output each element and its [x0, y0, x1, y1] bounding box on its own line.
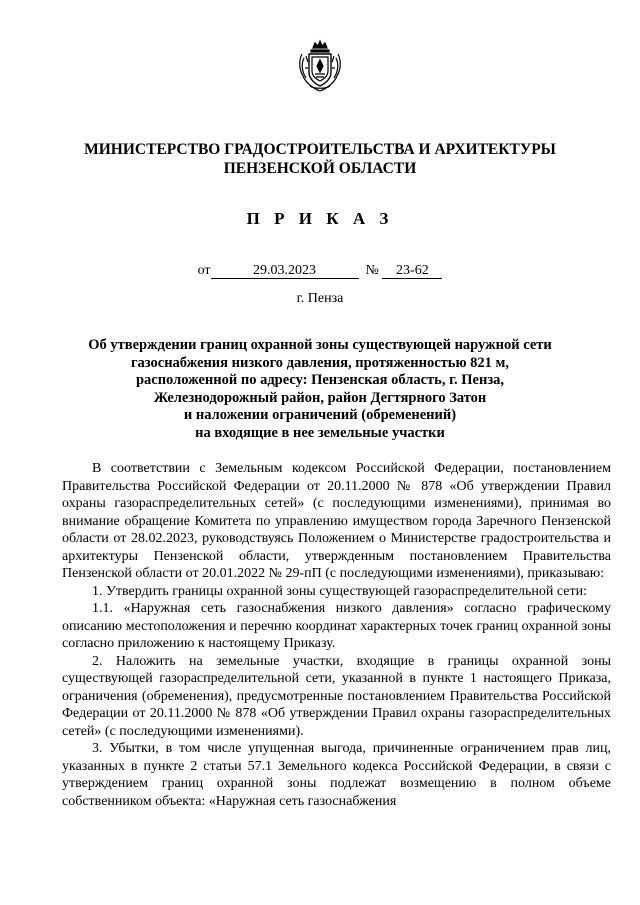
- title-line: и наложении ограничений (обременений): [183, 407, 457, 423]
- order-title: [0, 337, 640, 442]
- date-prefix: от: [197, 263, 211, 278]
- clause-1: 1. Утвердить границы охранной зоны существующей газораспределительной сети:: [92, 583, 587, 599]
- coat-of-arms-emblem: [296, 38, 344, 94]
- number-prefix: №: [365, 263, 379, 278]
- city-line: г. Пенза: [296, 291, 344, 306]
- title-line: Об утверждении границ охранной зоны существующей наружной сети: [88, 337, 552, 353]
- clause-1-1: 1.1. «Наружная сеть газоснабжения низкого давления» согласно графическому описанию местоположения и перечню координат характерных точек границ охранной зоны согласно приложению к настоящему Приказу.: [62, 601, 611, 651]
- order-body: [62, 460, 611, 810]
- preamble-paragraph: В соответствии с Земельным кодексом Российской Федерации, постановлением Правительства Российской Федерации от 20.11.2000 № 878 «Об утверждении Правил охраны газораспределительных сетей» (с последующими изменениями), принимая во внимание обращение Комитета по управлению имуществом города Заречного Пензенской области от 28.02.2023, руководствуясь Положением о Министерстве градостроительства и архитектуры Пензенской области, утвержденным постановлением Правительства Пензенской области от 20.01.2022 № 29-пП (с последующими изменениями), приказываю:: [62, 461, 611, 581]
- date-number-line: [0, 263, 640, 279]
- document-type-heading: П Р И К А З: [246, 209, 394, 228]
- order-date: 29.03.2023: [211, 263, 359, 279]
- ministry-name: [0, 140, 640, 178]
- ministry-region-line: ПЕНЗЕНСКОЙ ОБЛАСТИ: [223, 160, 417, 177]
- clause-3: 3. Убытки, в том числе упущенная выгода, причиненные ограничением прав лиц, указанных в пункте 2 статьи 57.1 Земельного кодекса Российской Федерации, в связи с утверждением границ охранной зоны подлежат возмещению в полном объеме собственником объекта: «Наружная сеть газоснабжения: [62, 741, 611, 809]
- ministry-name-line: МИНИСТЕРСТВО ГРАДОСТРОИТЕЛЬСТВА И АРХИТЕКТУРЫ: [84, 141, 556, 158]
- title-line: Железнодорожный район, район Дегтярного Затон: [153, 389, 487, 406]
- title-line: расположенной по адресу: Пензенская область, г. Пенза,: [135, 372, 505, 388]
- title-line: на входящие в нее земельные участки: [195, 424, 445, 441]
- clause-2: 2. Наложить на земельные участки, входящие в границы охранной зоны существующей газораспределительной сети, указанной в пункте 1 настоящего Приказа, ограничения (обременения), предусмотренные постановлением Правительства Российской Федерации от 20.11.2000 № 878 «Об утверждении Правил охраны газораспределительных сетей» (с последующими изменениями).: [62, 653, 611, 739]
- order-number: 23-62: [382, 263, 442, 279]
- title-line: газоснабжения низкого давления, протяженностью 821 м,: [130, 354, 510, 371]
